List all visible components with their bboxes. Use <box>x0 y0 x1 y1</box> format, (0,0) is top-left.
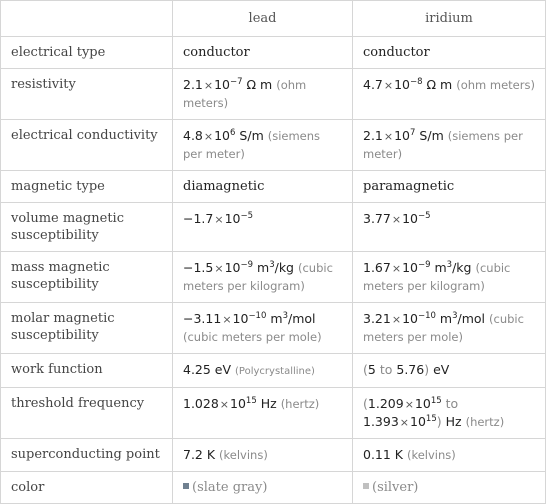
times-sign: × <box>383 79 394 92</box>
exponent: −5 <box>240 211 254 221</box>
value-note: (Polycrystalline) <box>235 366 315 377</box>
unit: Ω m <box>246 77 273 92</box>
ten: 10 <box>214 128 231 143</box>
unit <box>434 260 471 275</box>
row-label: color <box>1 472 173 504</box>
exponent: −7 <box>230 77 243 87</box>
ten: 10 <box>224 260 241 275</box>
times-sign: × <box>203 79 214 92</box>
mantissa: 2.1 <box>183 77 203 92</box>
row-superconducting-point <box>1 439 546 472</box>
unit <box>440 311 485 326</box>
ten: 10 <box>414 396 431 411</box>
mantissa: −3.11 <box>183 311 222 326</box>
unit-note: (siemens per meter) <box>183 129 321 161</box>
row-label: molar magnetic susceptibility <box>1 303 173 354</box>
lead-resistivity <box>173 69 353 120</box>
ten: 10 <box>394 128 411 143</box>
mantissa: 3.77 <box>363 211 391 226</box>
ten: 10 <box>402 311 418 326</box>
unit-base: m <box>439 311 453 326</box>
row-electrical-type <box>1 37 546 69</box>
row-magnetic-type <box>1 171 546 203</box>
mantissa: −1.7 <box>183 211 214 226</box>
lead-magnetic-type: diamagnetic <box>173 171 353 203</box>
unit: Ω m <box>426 77 453 92</box>
unit-exponent: 3 <box>446 260 453 270</box>
ten: 10 <box>402 260 418 275</box>
slate-gray-swatch-icon <box>183 483 189 489</box>
lead-conductivity <box>173 120 353 171</box>
ten: 10 <box>402 211 418 226</box>
open-paren: ( <box>363 396 368 411</box>
open-paren: ( <box>363 362 368 377</box>
range-to: to <box>445 396 459 411</box>
range-low: 5 <box>367 362 376 377</box>
iridium-mass-susceptibility <box>353 252 546 303</box>
times-sign: × <box>214 262 224 275</box>
high-exponent: 15 <box>425 414 437 424</box>
row-threshold-frequency <box>1 388 546 439</box>
low-mantissa: 1.209 <box>367 396 404 411</box>
header-empty-cell <box>1 1 173 37</box>
row-resistivity <box>1 69 546 120</box>
iridium-volume-susceptibility <box>353 203 546 252</box>
unit: eV <box>433 362 450 377</box>
exponent: 15 <box>245 396 257 406</box>
unit-rest: /mol <box>287 311 316 326</box>
unit: Hz <box>260 396 277 411</box>
lead-mass-susceptibility <box>173 252 353 303</box>
row-label: work function <box>1 354 173 388</box>
row-label: volume magnetic susceptibility <box>1 203 173 252</box>
mantissa: 1.67 <box>363 260 391 275</box>
ten: 10 <box>394 77 411 92</box>
times-sign: × <box>404 398 414 411</box>
unit-exponent: 3 <box>452 311 458 321</box>
unit-rest: /mol <box>457 311 486 326</box>
color-name: (slate gray) <box>192 480 268 495</box>
value: 4.25 eV <box>183 362 232 377</box>
exponent: −5 <box>417 211 431 221</box>
iridium-work-function <box>353 354 546 388</box>
color-name: (silver) <box>372 480 419 495</box>
value: 7.2 K <box>183 447 216 462</box>
exponent: −9 <box>417 260 431 270</box>
mantissa: 4.8 <box>183 128 203 143</box>
iridium-resistivity <box>353 69 546 120</box>
low-exponent: 15 <box>430 396 442 406</box>
row-label: electrical type <box>1 37 173 69</box>
exponent: −10 <box>248 311 267 321</box>
unit-base: m <box>270 311 283 326</box>
value-note: (kelvins) <box>407 448 456 462</box>
unit-note: (cubic meters per kilogram) <box>363 261 511 293</box>
iridium-conductivity <box>353 120 546 171</box>
value: 0.11 K <box>363 447 404 462</box>
unit-exponent: 3 <box>282 311 288 321</box>
times-sign: × <box>222 313 232 326</box>
exponent: 6 <box>230 128 236 138</box>
ten: 10 <box>232 311 249 326</box>
range-high: 5.76 <box>396 362 425 377</box>
row-conductivity <box>1 120 546 171</box>
exponent: −10 <box>417 311 436 321</box>
ten: 10 <box>214 77 231 92</box>
mantissa: 1.028 <box>183 396 219 411</box>
lead-work-function <box>173 354 353 388</box>
row-label: magnetic type <box>1 171 173 203</box>
header-row <box>1 1 546 37</box>
iridium-threshold-frequency <box>353 388 546 439</box>
unit-note: (siemens per meter) <box>363 129 523 161</box>
silver-swatch-icon <box>363 483 369 489</box>
unit: Hz <box>445 414 462 429</box>
exponent: 7 <box>410 128 416 138</box>
mantissa: −1.5 <box>183 260 214 275</box>
lead-color <box>173 472 353 504</box>
iridium-magnetic-type: paramagnetic <box>353 171 546 203</box>
mantissa: 2.1 <box>363 128 383 143</box>
value-note: (kelvins) <box>219 448 268 462</box>
unit-note: (ohm meters) <box>456 78 535 92</box>
unit-note: (cubic meters per kilogram) <box>183 261 333 293</box>
exponent: −8 <box>410 77 423 87</box>
high-mantissa: 1.393 <box>363 414 399 429</box>
unit-base: m <box>257 260 270 275</box>
unit-rest: /kg <box>452 260 472 275</box>
times-sign: × <box>391 213 402 226</box>
close-paren: ) <box>424 362 430 377</box>
row-work-function <box>1 354 546 388</box>
unit-note: (cubic meters per mole) <box>363 312 524 344</box>
unit-rest: /kg <box>274 260 294 275</box>
row-label: mass magnetic susceptibility <box>1 252 173 303</box>
lead-electrical-type: conductor <box>173 37 353 69</box>
times-sign: × <box>219 398 230 411</box>
lead-superconducting-point <box>173 439 353 472</box>
unit: S/m <box>419 128 444 143</box>
times-sign: × <box>214 213 224 226</box>
unit-note: (hertz) <box>465 415 505 429</box>
unit: S/m <box>239 128 264 143</box>
row-label: resistivity <box>1 69 173 120</box>
unit-exponent: 3 <box>269 260 275 270</box>
row-label: threshold frequency <box>1 388 173 439</box>
row-color <box>1 472 546 504</box>
row-molar-susceptibility <box>1 303 546 354</box>
exponent: −9 <box>240 260 254 270</box>
iridium-molar-susceptibility <box>353 303 546 354</box>
ten: 10 <box>224 211 241 226</box>
row-mass-susceptibility <box>1 252 546 303</box>
unit-note: (cubic meters per mole) <box>183 330 322 344</box>
lead-threshold-frequency <box>173 388 353 439</box>
row-label: electrical conductivity <box>1 120 173 171</box>
ten: 10 <box>230 396 246 411</box>
lead-volume-susceptibility <box>173 203 353 252</box>
mantissa: 3.21 <box>363 311 391 326</box>
lead-molar-susceptibility <box>173 303 353 354</box>
unit <box>257 260 294 275</box>
unit-base: m <box>434 260 447 275</box>
times-sign: × <box>391 262 402 275</box>
iridium-superconducting-point <box>353 439 546 472</box>
row-label: superconducting point <box>1 439 173 472</box>
iridium-color <box>353 472 546 504</box>
close-paren: ) <box>436 414 442 429</box>
ten: 10 <box>410 414 426 429</box>
unit-note: (hertz) <box>280 397 320 411</box>
mantissa: 4.7 <box>363 77 383 92</box>
times-sign: × <box>391 313 402 326</box>
times-sign: × <box>383 130 394 143</box>
unit <box>270 311 315 326</box>
iridium-electrical-type: conductor <box>353 37 546 69</box>
unit-note: (ohm meters) <box>183 78 307 110</box>
header-lead: lead <box>173 1 353 37</box>
row-volume-susceptibility <box>1 203 546 252</box>
range-to: to <box>379 362 393 377</box>
times-sign: × <box>399 416 410 429</box>
header-iridium: iridium <box>353 1 546 37</box>
times-sign: × <box>203 130 214 143</box>
